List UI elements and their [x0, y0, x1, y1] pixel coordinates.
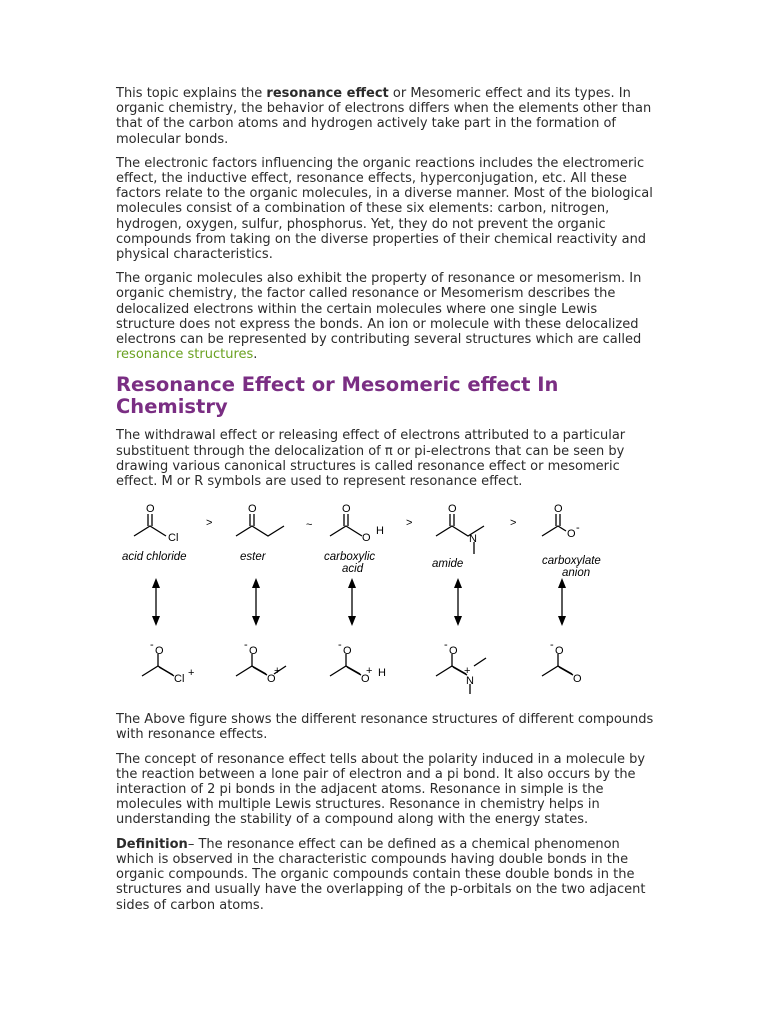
amide-oxygen: O: [448, 503, 457, 516]
carboxylate-charge: -: [576, 522, 580, 535]
intro-paragraph: [116, 86, 656, 147]
label-anion: anion: [562, 567, 591, 580]
acid-hydrogen: H: [376, 525, 384, 538]
acid-carbonyl-oxygen: O: [342, 503, 351, 516]
resonance-figure-svg: [116, 498, 628, 698]
double-headed-arrows: [152, 578, 566, 626]
resonance-acid-carbonyl-oxygen: O: [343, 645, 352, 658]
resonance-structures-figure: [116, 498, 628, 698]
intro-bold-term: resonance effect: [266, 86, 389, 101]
label-carboxylic: carboxylic: [324, 551, 376, 564]
resonance-carboxylate-oxygen-bottom: O: [573, 673, 582, 686]
resonance-acid-chloride-oxygen: O: [155, 645, 164, 658]
resonance-acid-plus: +: [366, 665, 373, 678]
acid-chloride-oxygen: O: [146, 503, 155, 516]
comparison-operator-2: ~: [306, 519, 313, 532]
resonance-structures-link[interactable]: resonance structures: [116, 347, 254, 363]
acid-chloride-chlorine: Cl: [168, 532, 179, 545]
comparison-operator-4: >: [510, 517, 517, 530]
resonance-amide-plus: +: [464, 665, 471, 678]
acid-hydroxyl-oxygen: O: [362, 532, 371, 545]
article: [116, 86, 656, 922]
comparison-operator-1: >: [206, 517, 213, 530]
intro-text-start: This topic explains the: [116, 86, 267, 101]
intro-text-end: or Mesomeric effect and its types. In organic chemistry, the behavior of electrons differs when the elements other than that of the carbon atoms and hydrogen actively take part in the formation of molecular bonds.: [116, 86, 652, 147]
electronic-factors-paragraph: The electronic factors influencing the organic reactions includes the electromeric effect, the inductive effect, resonance effects, hyperconjugation, etc. All these factors relate to the organic molecules, in a diverse manner. Most of the biological molecules consist of a combination of these six elements: carbon, nitrogen, hydrogen, oxygen, sulfur, phosphorus. Yet, they do not prevent the organic compounds from taking on the diverse properties of their chemical reactivity and physical characteristics.: [116, 155, 653, 263]
resonance-acid-chloride-charge: -: [150, 639, 154, 652]
label-carboxylate: carboxylate: [542, 555, 601, 568]
resonance-ester-oxygen: O: [267, 673, 276, 686]
label-acid-chloride: acid chloride: [122, 551, 187, 564]
resonance-acid-chloride-chlorine: Cl: [174, 673, 185, 686]
resonance-ester-charge: -: [244, 639, 248, 652]
mesomerism-paragraph: [116, 271, 656, 362]
definition-paragraph: [116, 837, 656, 913]
figure-caption-paragraph: The Above figure shows the different resonance structures of different compounds with resonance effects.: [116, 712, 654, 743]
molecule-bonds: [134, 514, 573, 694]
resonance-amide-nitrogen: N: [466, 675, 474, 688]
carboxylate-carbonyl-oxygen: O: [554, 503, 563, 516]
concept-paragraph: The concept of resonance effect tells about the polarity induced in a molecule by the reaction between a lone pair of electron and a pi bond. It also occurs by the interaction of 2 pi bonds in the adjacent atoms. Resonance in simple is the molecules with multiple Lewis structures. Resonance in chemistry helps in understanding the stability of a compound along with the energy states.: [116, 751, 646, 828]
resonance-ester-plus: +: [274, 665, 281, 678]
mesomerism-text-end: .: [253, 347, 258, 363]
section-heading: Resonance Effect or Mesomeric effect In Chemistry: [116, 373, 559, 419]
resonance-ester-carbonyl-oxygen: O: [249, 645, 258, 658]
label-acid: acid: [342, 563, 364, 576]
ester-carbonyl-oxygen: O: [248, 503, 257, 516]
carboxylate-oxygen: O: [567, 528, 576, 541]
definition-text: – The resonance effect can be defined as a chemical phenomenon which is observed in the characteristic compounds having double bonds in the organic compounds. The organic compounds contain these double bonds in the structures and usually have the overlapping of the p-orbitals on the two adjacent sides of carbon atoms.: [116, 836, 646, 913]
resonance-amide-charge: -: [444, 639, 448, 652]
resonance-acid-chloride-plus: +: [188, 667, 195, 680]
resonance-amide-oxygen: O: [449, 645, 458, 658]
definition-intro-paragraph: The withdrawal effect or releasing effect of electrons attributed to a particular substituent through the delocalization of π or pi-electrons that can be seen by drawing various canonical structures is called resonance effect or mesomeric effect. M or R symbols are used to represent resonance effect.: [116, 428, 626, 490]
resonance-carboxylate-oxygen-top: O: [555, 645, 564, 658]
resonance-acid-charge: -: [338, 639, 342, 652]
resonance-acid-oxygen: O: [361, 673, 370, 686]
resonance-carboxylate-charge: -: [550, 639, 554, 652]
mesomerism-text-start: The organic molecules also exhibit the property of resonance or mesomerism. In organic chemistry, the factor called resonance or Mesomerism describes the delocalized electrons within the certain molecules where one single Lewis structure does not express the bonds. An ion or molecule with these delocalized electrons can be represented by contributing several structures which are called: [116, 271, 642, 348]
label-amide: amide: [432, 558, 464, 571]
label-ester: ester: [240, 551, 266, 564]
amide-nitrogen: N: [469, 533, 477, 546]
comparison-operator-3: >: [406, 517, 413, 530]
definition-label: Definition: [116, 836, 188, 852]
resonance-acid-hydrogen: H: [378, 667, 386, 680]
